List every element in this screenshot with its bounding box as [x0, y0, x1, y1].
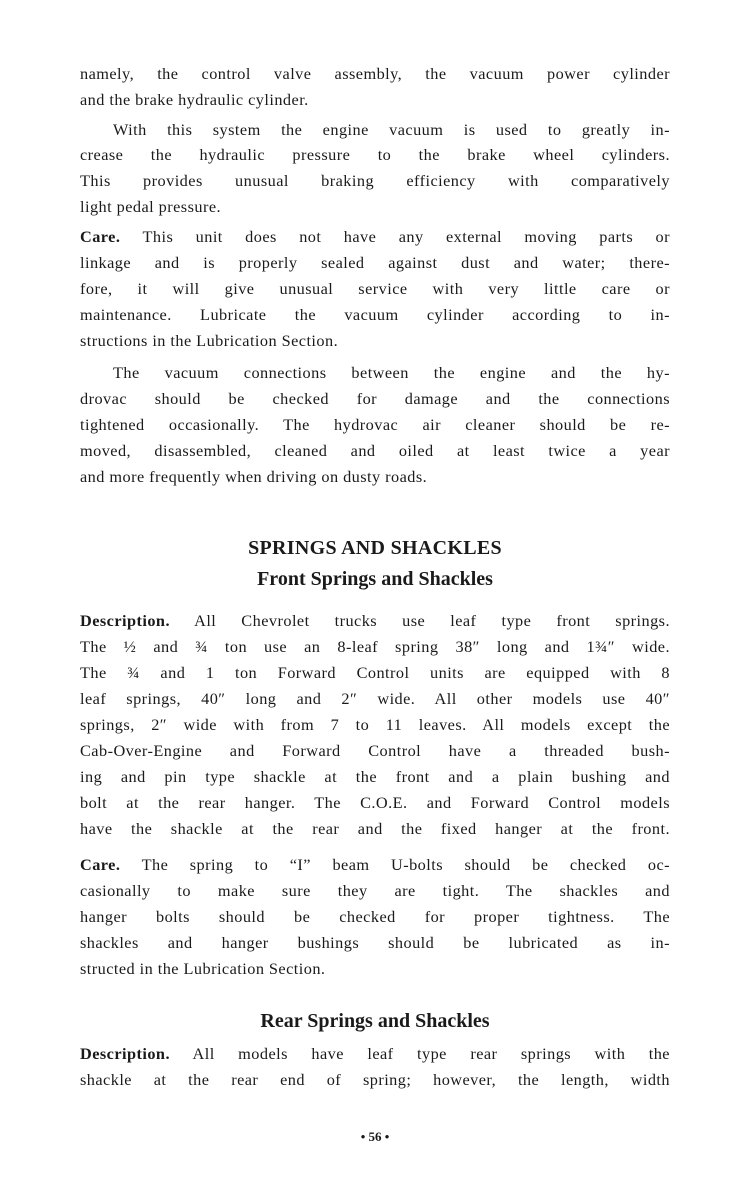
subsection-heading-rear: Rear Springs and Shackles [260, 1010, 490, 1032]
body-line: The ½ and ¾ ton use an 8-leaf spring 38″ long and 1¾″ wide. [80, 637, 670, 656]
body-line: structed in the Lubrication Section. [80, 959, 326, 978]
body-line: drovac should be checked for damage and the connections [80, 389, 670, 408]
subsection-heading-front: Front Springs and Shackles [257, 568, 493, 590]
body-line: bolt at the rear hanger. The C.O.E. and Forward Control models [80, 793, 670, 812]
body-line: and the brake hydraulic cylinder. [80, 90, 309, 109]
body-line: The vacuum connections between the engine and the hy- [113, 363, 670, 382]
care-lead: Care. [80, 227, 121, 246]
body-line: ing and pin type shackle at the front and a plain bushing and [80, 767, 670, 786]
body-line [80, 611, 670, 631]
body-line: namely, the control valve assembly, the vacuum power cylinder [80, 64, 670, 83]
body-line: fore, it will give unusual service with very little care or [80, 279, 670, 298]
body-line: structions in the Lubrication Section. [80, 331, 339, 350]
body-line: With this system the engine vacuum is used to greatly in- [113, 120, 670, 139]
body-line: light pedal pressure. [80, 197, 222, 216]
body-line [80, 1044, 670, 1064]
body-line: moved, disassembled, cleaned and oiled at least twice a year [80, 441, 670, 460]
description-lead: Description. [80, 1044, 170, 1063]
body-line: shackle at the rear end of spring; however, the length, width [80, 1070, 670, 1089]
body-line: and more frequently when driving on dusty roads. [80, 467, 428, 486]
section-title: SPRINGS AND SHACKLES [248, 537, 502, 559]
body-line: This provides unusual braking efficiency with comparatively [80, 171, 670, 190]
body-line: casionally to make sure they are tight. The shackles and [80, 881, 670, 900]
body-line: maintenance. Lubricate the vacuum cylinder according to in- [80, 305, 670, 324]
line-text: All Chevrolet trucks use leaf type front springs. [169, 611, 670, 630]
body-line [80, 855, 670, 875]
line-text: The spring to “I” beam U-bolts should be checked oc- [120, 855, 670, 874]
line-text: All models have leaf type rear springs with the [169, 1044, 670, 1063]
body-line: Cab-Over-Engine and Forward Control have a threaded bush- [80, 741, 670, 760]
body-line: linkage and is properly sealed against dust and water; there- [80, 253, 670, 272]
body-line: crease the hydraulic pressure to the brake wheel cylinders. [80, 145, 670, 164]
description-lead: Description. [80, 611, 170, 630]
body-line [80, 227, 670, 247]
care-lead: Care. [80, 855, 121, 874]
body-line: shackles and hanger bushings should be lubricated as in- [80, 933, 670, 952]
body-line: leaf springs, 40″ long and 2″ wide. All other models use 40″ [80, 689, 670, 708]
body-line: springs, 2″ wide with from 7 to 11 leaves. All models except the [80, 715, 670, 734]
line-text: This unit does not have any external moving parts or [120, 227, 670, 246]
page-number: • 56 • [360, 1129, 390, 1144]
body-line: have the shackle at the rear and the fixed hanger at the front. [80, 819, 670, 838]
body-line: tightened occasionally. The hydrovac air cleaner should be re- [80, 415, 670, 434]
body-line: hanger bolts should be checked for proper tightness. The [80, 907, 670, 926]
body-line: The ¾ and 1 ton Forward Control units are equipped with 8 [80, 663, 670, 682]
